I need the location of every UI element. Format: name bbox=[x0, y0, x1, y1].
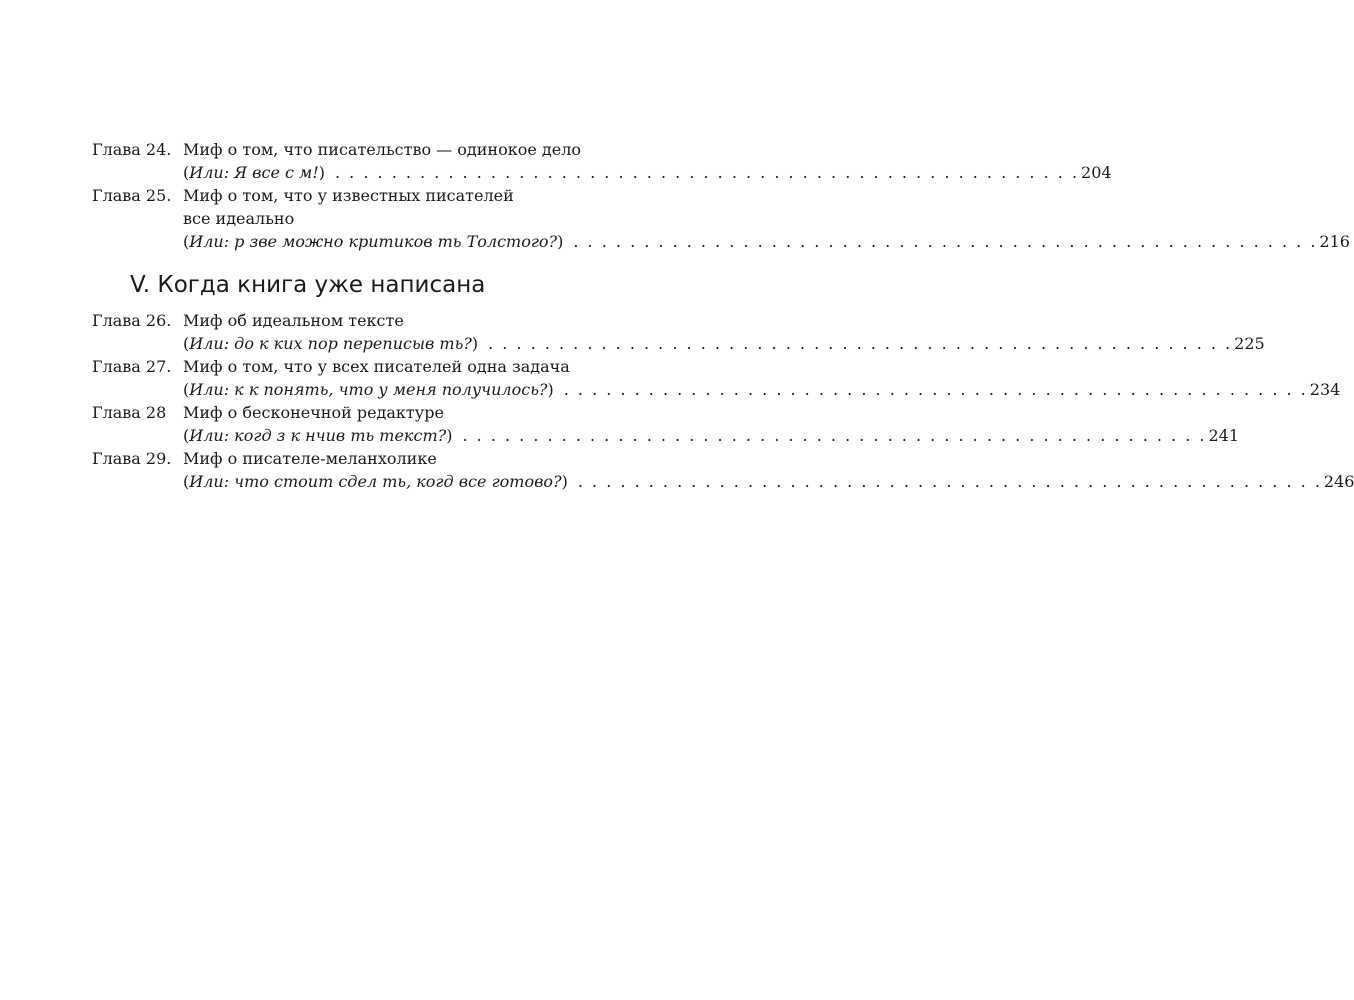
chapter-label: Глава 28 bbox=[92, 403, 167, 422]
chapter-title: Миф о том, что у всех писателей одна задача bbox=[183, 357, 570, 376]
dot-leader: . . . . . . . . . . . . . . . . . . . . . . . . . . . . . . . . . . . . . . . . . . . . . . . . . . . . . bbox=[335, 163, 1080, 182]
chapter-title: Миф о бесконечной редактуре bbox=[183, 403, 444, 422]
dot-leader: . . . . . . . . . . . . . . . . . . . . . . . . . . . . . . . . . . . . . . . . . . . . . . . . . . . . . bbox=[563, 380, 1308, 399]
page-number: 241 bbox=[1208, 426, 1240, 445]
chapter-subtitle: Или: когд з к нчив ть текст? bbox=[189, 426, 447, 445]
chapter-subtitle: Или: до к ких пор переписыв ть? bbox=[189, 334, 472, 353]
page-number: 216 bbox=[1319, 232, 1350, 251]
chapter-label: Глава 24. bbox=[92, 140, 172, 159]
chapter-subtitle: Или: Я все с м! bbox=[189, 163, 319, 182]
dot-leader: . . . . . . . . . . . . . . . . . . . . . . . . . . . . . . . . . . . . . . . . . . . . . . . . . . . . . bbox=[577, 472, 1322, 491]
chapter-label: Глава 26. bbox=[92, 311, 172, 330]
page-number: 246 bbox=[1323, 472, 1354, 491]
chapter-title: Миф о писателе-меланхолике bbox=[183, 449, 437, 468]
chapter-title-continued: все идеально bbox=[183, 209, 295, 228]
chapter-subtitle: Или: р зве можно критиков ть Толстого? bbox=[189, 232, 558, 251]
section-heading: V. Когда книга уже написана bbox=[130, 272, 486, 298]
page-number: 234 bbox=[1309, 380, 1341, 399]
chapter-title: Миф об идеальном тексте bbox=[183, 311, 404, 330]
chapter-label: Глава 29. bbox=[92, 449, 172, 468]
page-number: 204 bbox=[1081, 163, 1112, 182]
chapter-label: Глава 25. bbox=[92, 186, 172, 205]
chapter-title: Миф о том, что у известных писателей bbox=[183, 186, 514, 205]
dot-leader: . . . . . . . . . . . . . . . . . . . . . . . . . . . . . . . . . . . . . . . . . . . . . . . . . . . . . bbox=[573, 232, 1318, 251]
chapter-title: Миф о том, что писательство — одинокое дело bbox=[183, 140, 582, 159]
chapter-subtitle: Или: к к понять, что у меня получилось? bbox=[189, 380, 548, 399]
dot-leader: . . . . . . . . . . . . . . . . . . . . . . . . . . . . . . . . . . . . . . . . . . . . . . . . . . . . . bbox=[462, 426, 1207, 445]
chapter-subtitle: Или: что стоит сдел ть, когд все готово? bbox=[189, 472, 562, 491]
chapter-label: Глава 27. bbox=[92, 357, 172, 376]
page-number: 225 bbox=[1234, 334, 1265, 353]
dot-leader: . . . . . . . . . . . . . . . . . . . . . . . . . . . . . . . . . . . . . . . . . . . . . . . . . . . . . bbox=[488, 334, 1233, 353]
